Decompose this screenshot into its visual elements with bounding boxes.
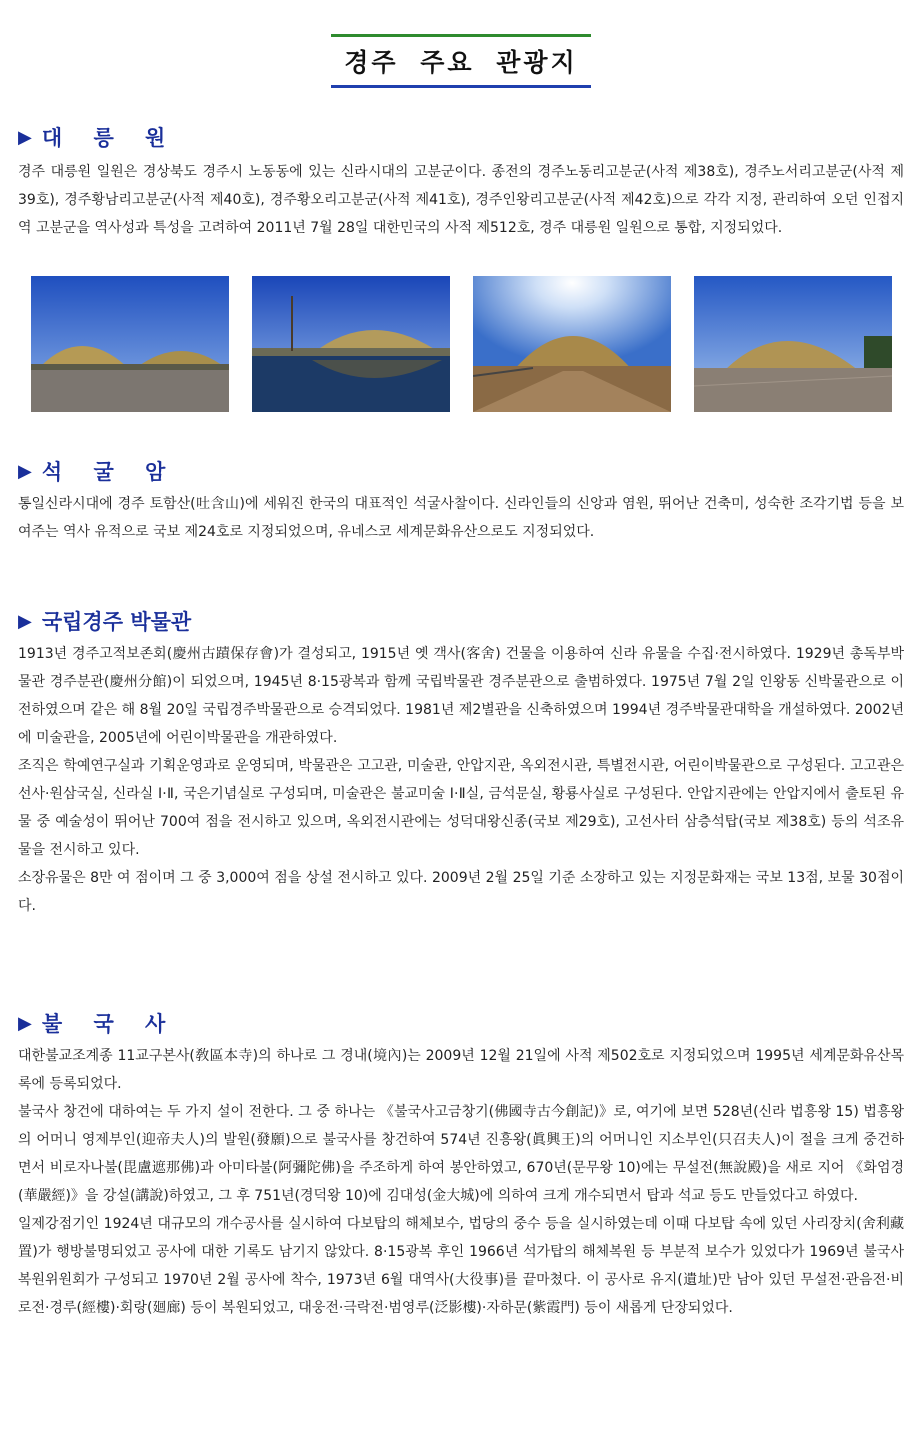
section-heading bbox=[18, 122, 904, 152]
section-paragraph: 경주 대릉원 일원은 경상북도 경주시 노동동에 있는 신라시대의 고분군이다. 종전의 경주노동리고분군(사적 제38호), 경주노서리고분군(사적 제39호), 경주황남리고분군(사적 제40호), 경주황오리고분군(사적 제41호), 경주인왕리고분군(사적 제42호)으로 각각 지정, 관리하여 오던 인접지역 고분군을 역사성과 특성을 고려하여 2011년 7월 28일 대한민국의 사적 제512호, 경주 대릉원 일원으로 통합, 지정되었다. bbox=[18, 164, 904, 236]
section-heading bbox=[18, 456, 904, 486]
triangle-bullet-icon: ▶ bbox=[18, 1012, 32, 1034]
section-seokguram bbox=[18, 456, 904, 546]
page-title: 경주 주요 관광지 bbox=[331, 34, 591, 88]
daereungwon-photo-4 bbox=[694, 276, 892, 412]
triangle-bullet-icon: ▶ bbox=[18, 460, 32, 482]
daereungwon-photo-1 bbox=[31, 276, 229, 412]
section-bulguksa bbox=[18, 1008, 904, 1322]
section-heading bbox=[18, 606, 904, 636]
section-paragraph: 불국사 창건에 대하여는 두 가지 설이 전한다. 그 중 하나는 《불국사고금창기(佛國寺古今創記)》로, 여기에 보면 528년(신라 법흥왕 15) 법흥왕의 어머니 영제부인(迎帝夫人)의 발원(發願)으로 불국사를 창건하여 574년 진흥왕(眞興王)의 어머니인 지소부인(只召夫人)이 절을 크게 중건하면서 비로자나불(毘盧遮那佛)과 아미타불(阿彌陀佛)을 주조하게 하여 봉안하였고, 670년(문무왕 10)에는 무설전(無說殿)을 새로 지어 《화엄경(華嚴經)》을 강설(講說)하였고, 그 후 751년(경덕왕 10)에 김대성(金大城)에 의하여 크게 개수되면서 탑과 석교 등도 만들었다고 하였다. bbox=[18, 1104, 904, 1204]
daereungwon-photo-3 bbox=[473, 276, 671, 412]
daereungwon-photo-2 bbox=[252, 276, 450, 412]
section-heading bbox=[18, 1008, 904, 1038]
photo-row bbox=[31, 276, 893, 412]
section-paragraph: 소장유물은 8만 여 점이며 그 중 3,000여 점을 상설 전시하고 있다. 2009년 2월 25일 기준 소장하고 있는 지정문화재는 국보 13점, 보물 30점이다. bbox=[18, 870, 904, 914]
section-heading-text: 석 굴 암 bbox=[41, 460, 178, 484]
section-heading-text: 국립경주 박물관 bbox=[41, 610, 192, 634]
section-paragraph: 일제강점기인 1924년 대규모의 개수공사를 실시하여 다보탑의 해체보수, 법당의 중수 등을 실시하였는데 이때 다보탑 속에 있던 사리장치(舍利藏置)가 행방불명되었고 공사에 대한 기록도 남기지 않았다. 8·15광복 후인 1966년 석가탑의 해체복원 등 부분적 보수가 있었다가 1969년 불국사 복원위원회가 구성되고 1970년 2월 공사에 착수, 1973년 6월 대역사(大役事)를 끝마쳤다. 이 공사로 유지(遺址)만 남아 있던 무설전·관음전·비로전·경루(經樓)·회랑(廻廊) 등이 복원되었고, 대웅전·극락전·범영루(泛影樓)·자하문(紫霞門) 등이 새롭게 단장되었다. bbox=[18, 1216, 904, 1316]
section-heading-text: 대 릉 원 bbox=[41, 126, 178, 150]
triangle-bullet-icon: ▶ bbox=[18, 610, 32, 632]
section-paragraph: 1913년 경주고적보존회(慶州古蹟保存會)가 결성되고, 1915년 옛 객사(客舍) 건물을 이용하여 신라 유물을 수집·전시하였다. 1929년 총독부박물관 경주분관(慶州分館)이 되었으며, 1945년 8·15광복과 함께 국립박물관 경주분관으로 출범하였다. 1975년 7월 2일 인왕동 신박물관으로 이전하였으며 같은 해 8월 20일 국립경주박물관으로 승격되었다. 1981년 제2별관을 신축하였으며 1994년 경주박물관대학을 개설하였다. 2002년에 미술관을, 2005년에 어린이박물관을 개관하였다. bbox=[18, 646, 904, 746]
section-paragraph: 대한불교조계종 11교구본사(敎區本寺)의 하나로 그 경내(境內)는 2009년 12월 21일에 사적 제502호로 지정되었으며 1995년 세계문화유산목록에 등록되었다. bbox=[18, 1048, 904, 1092]
section-national-museum bbox=[18, 606, 904, 920]
section-paragraph: 통일신라시대에 경주 토함산(吐含山)에 세워진 한국의 대표적인 석굴사찰이다. 신라인들의 신앙과 염원, 뛰어난 건축미, 성숙한 조각기법 등을 보여주는 역사 유적으로 국보 제24호로 지정되었으며, 유네스코 세계문화유산으로도 지정되었다. bbox=[18, 496, 904, 540]
section-paragraph: 조직은 학예연구실과 기획운영과로 운영되며, 박물관은 고고관, 미술관, 안압지관, 옥외전시관, 특별전시관, 어린이박물관으로 구성된다. 고고관은 선사·원삼국실, 신라실 Ⅰ·Ⅱ, 국은기념실로 구성되며, 미술관은 불교미술 Ⅰ·Ⅱ실, 금석문실, 황룡사실로 구성된다. 안압지관에는 안압지에서 출토된 유물 중 예술성이 뛰어난 700여 점을 전시하고 있으며, 옥외전시관에는 성덕대왕신종(국보 제29호), 고선사터 삼층석탑(국보 제38호) 등의 석조유물을 전시하고 있다. bbox=[18, 758, 904, 858]
section-daereungwon bbox=[18, 122, 904, 242]
section-heading-text: 불 국 사 bbox=[41, 1012, 178, 1036]
triangle-bullet-icon: ▶ bbox=[18, 126, 32, 148]
